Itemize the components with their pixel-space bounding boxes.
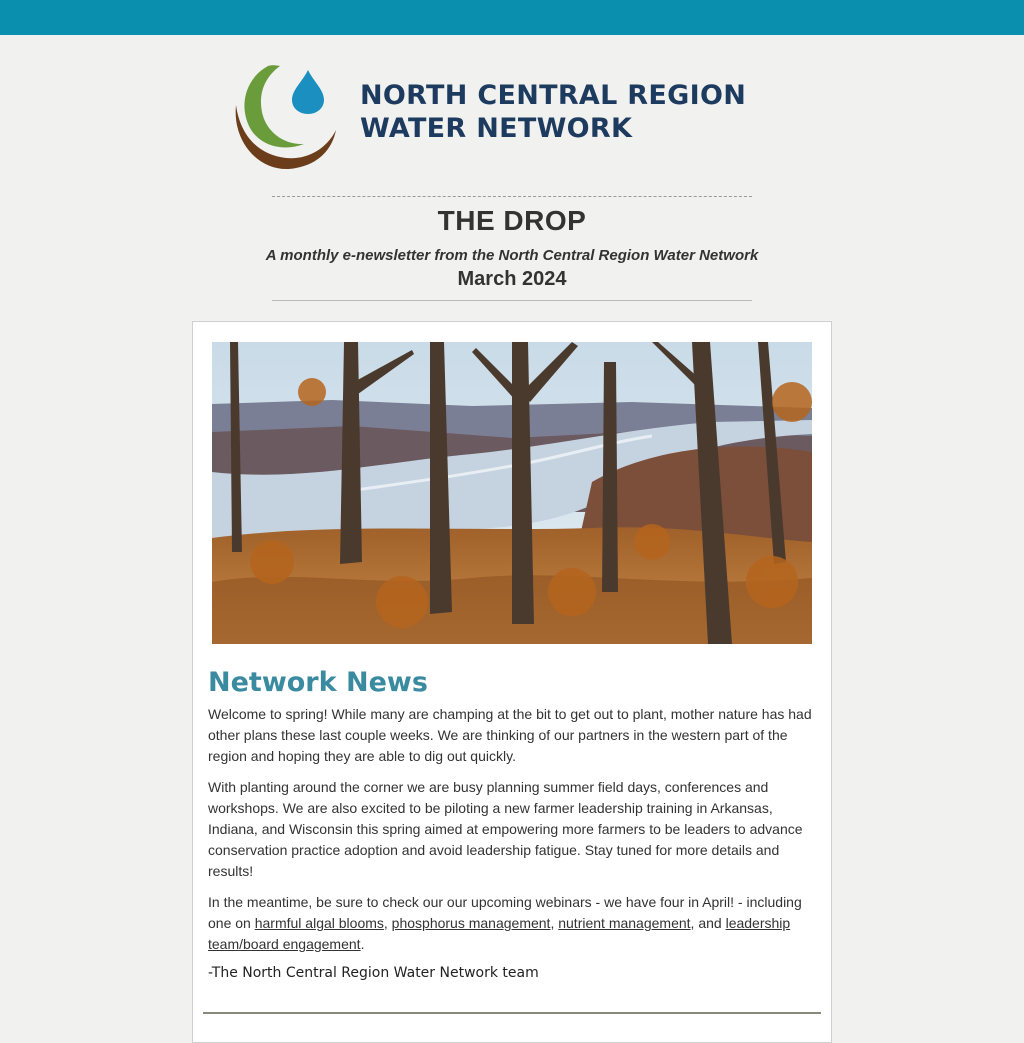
issue-date: March 2024 bbox=[457, 268, 567, 290]
hero-image bbox=[212, 342, 812, 644]
news-paragraph-3 bbox=[208, 892, 820, 955]
separator-2: , bbox=[550, 915, 559, 931]
link-harmful-algal-blooms[interactable]: harmful algal blooms bbox=[254, 915, 384, 931]
news-paragraph-2: With planting around the corner we are busy planning summer field days, conferences and workshops. We are also excited to be piloting a new farmer leadership training in Arkansas, Indiana, and Wisconsin this spring aimed at empowering more farmers to be leaders to advance conservation practice adoption and avoid leadership fatigue. Stay tuned for more details and results! bbox=[208, 779, 803, 879]
logo-text-line1: NORTH CENTRAL REGION bbox=[360, 80, 747, 111]
paragraph-3-end: . bbox=[360, 936, 365, 952]
newsletter-subtitle: A monthly e-newsletter from the North Central Region Water Network bbox=[265, 247, 759, 264]
content-card bbox=[192, 321, 832, 1043]
landscape-river-photo-icon bbox=[212, 342, 812, 644]
link-phosphorus-management[interactable]: phosphorus management bbox=[391, 915, 551, 931]
newsletter-title: THE DROP bbox=[437, 205, 587, 236]
section-divider bbox=[203, 1012, 821, 1014]
water-drop-logo-icon bbox=[228, 60, 348, 175]
network-news-heading: Network News bbox=[208, 667, 428, 698]
signature: -The North Central Region Water Network team bbox=[208, 965, 539, 981]
logo-text-line2: WATER NETWORK bbox=[360, 113, 633, 144]
logo[interactable] bbox=[228, 60, 798, 175]
dashed-divider bbox=[272, 196, 752, 197]
top-bar bbox=[0, 0, 1024, 35]
link-leadership-team-board-engagement[interactable]: leadership team/board engagement bbox=[208, 915, 791, 952]
separator-3: , and bbox=[690, 915, 726, 931]
link-nutrient-management[interactable]: nutrient management bbox=[558, 915, 691, 931]
news-paragraph-1: Welcome to spring! While many are champing at the bit to get out to plant, mother nature has had other plans these last couple weeks. We are thinking of our partners in the western part of the region and hoping they are able to dig out quickly. bbox=[208, 706, 812, 764]
separator-1: , bbox=[383, 915, 392, 931]
paragraph-3-intro: In the meantime, be sure to check our our upcoming webinars - we have four in April! - including one on bbox=[208, 894, 802, 931]
header-divider bbox=[272, 300, 752, 301]
